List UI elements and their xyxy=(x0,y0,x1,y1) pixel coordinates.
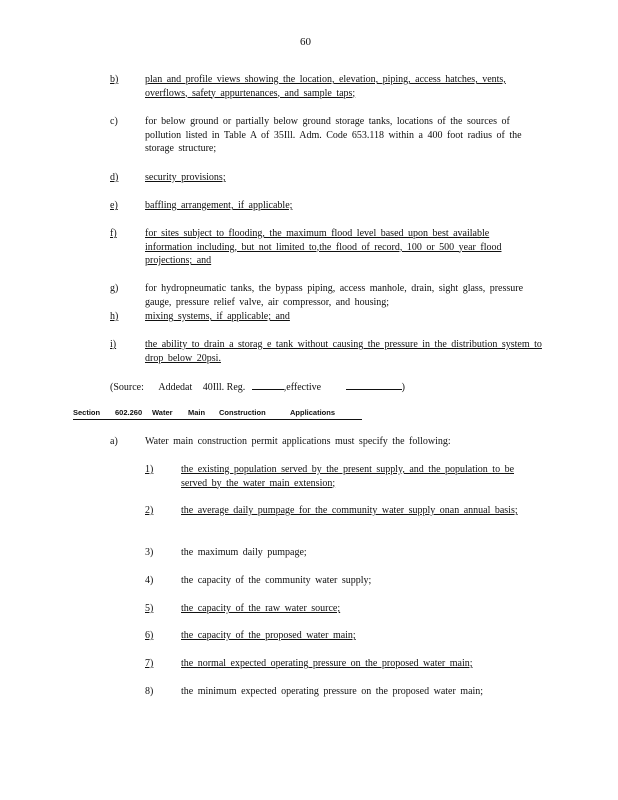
num-text-8: the minimum expected operating pressure on the proposed water main; xyxy=(181,686,484,697)
item-label-f: f) xyxy=(110,228,117,239)
section-title-water: Water xyxy=(152,408,173,417)
num-label-2: 2) xyxy=(145,505,154,516)
num-text-7: the normal expected operating pressure on the proposed water main; xyxy=(181,658,473,669)
item-text-b: plan and profile views showing the location, elevation, piping, access hatches, vents, overflows, safety appurtenances, and sample taps; xyxy=(145,74,506,99)
item-text-g: for hydropneumatic tanks, the bypass piping, access manhole, drain, sight glass, pressure gauge, pressure relief valve, air compressor, and housing; xyxy=(145,283,524,308)
item-label-c: c) xyxy=(110,116,118,127)
section-title-construction: Construction xyxy=(219,408,266,417)
num-text-1: the existing population served by the present supply, and the population to be served by the water main extension; xyxy=(181,464,515,489)
item-text-c: for below ground or partially below ground storage tanks, locations of the sources of pollution listed in Table A of 35Ill. Adm. Code 653.118 within a 400 foot radius of the storage structure; xyxy=(145,116,522,154)
reg-blank xyxy=(252,379,284,390)
item-label-d: d) xyxy=(110,172,119,183)
source-added: Addedat xyxy=(158,382,193,393)
num-text-2: the average daily pumpage for the community water supply onan annual basis; xyxy=(181,505,518,516)
subsection-text-a: Water main construction permit applications must specify the following: xyxy=(145,436,451,447)
subsection-label-a: a) xyxy=(110,436,118,447)
item-text-d: security provisions; xyxy=(145,172,226,183)
source-reg: 40Ill. Reg. xyxy=(202,382,246,393)
item-label-e: e) xyxy=(110,200,118,211)
num-label-4: 4) xyxy=(145,575,154,586)
source-effective: ,effective xyxy=(283,382,322,393)
item-label-g: g) xyxy=(110,283,119,294)
item-label-h: h) xyxy=(110,311,119,322)
item-text-e: baffling arrangement, if applicable; xyxy=(145,200,293,211)
section-underline xyxy=(73,419,362,420)
source-prefix: (Source: xyxy=(110,382,144,393)
num-text-4: the capacity of the community water supply; xyxy=(181,575,372,586)
num-label-8: 8) xyxy=(145,686,154,697)
item-label-b: b) xyxy=(110,74,119,85)
num-text-5: the capacity of the raw water source; xyxy=(181,603,341,614)
num-label-3: 3) xyxy=(145,547,154,558)
item-text-h: mixing systems, if applicable; and xyxy=(145,311,290,322)
num-label-7: 7) xyxy=(145,658,154,669)
source-note xyxy=(110,379,530,395)
section-word: Section xyxy=(73,408,101,417)
effective-blank xyxy=(346,379,402,390)
num-text-6: the capacity of the proposed water main; xyxy=(181,630,356,641)
num-label-6: 6) xyxy=(145,630,154,641)
section-title-main: Main xyxy=(188,408,206,417)
source-close: ) xyxy=(401,382,405,393)
item-text-i: the ability to drain a storag e tank without causing the pressure in the distribution system to drop below 20psi. xyxy=(145,339,542,364)
item-label-i: i) xyxy=(110,339,117,350)
section-title-applications: Applications xyxy=(290,408,336,417)
num-label-1: 1) xyxy=(145,464,154,475)
num-label-5: 5) xyxy=(145,603,154,614)
num-text-3: the maximum daily pumpage; xyxy=(181,547,307,558)
page-number: 60 xyxy=(300,36,311,48)
item-text-f: for sites subject to flooding, the maximum flood level based upon best available information including, but not limited to,the flood of record, 100 or 500 year flood projections; and xyxy=(145,228,502,266)
section-number: 602.260 xyxy=(115,408,143,417)
